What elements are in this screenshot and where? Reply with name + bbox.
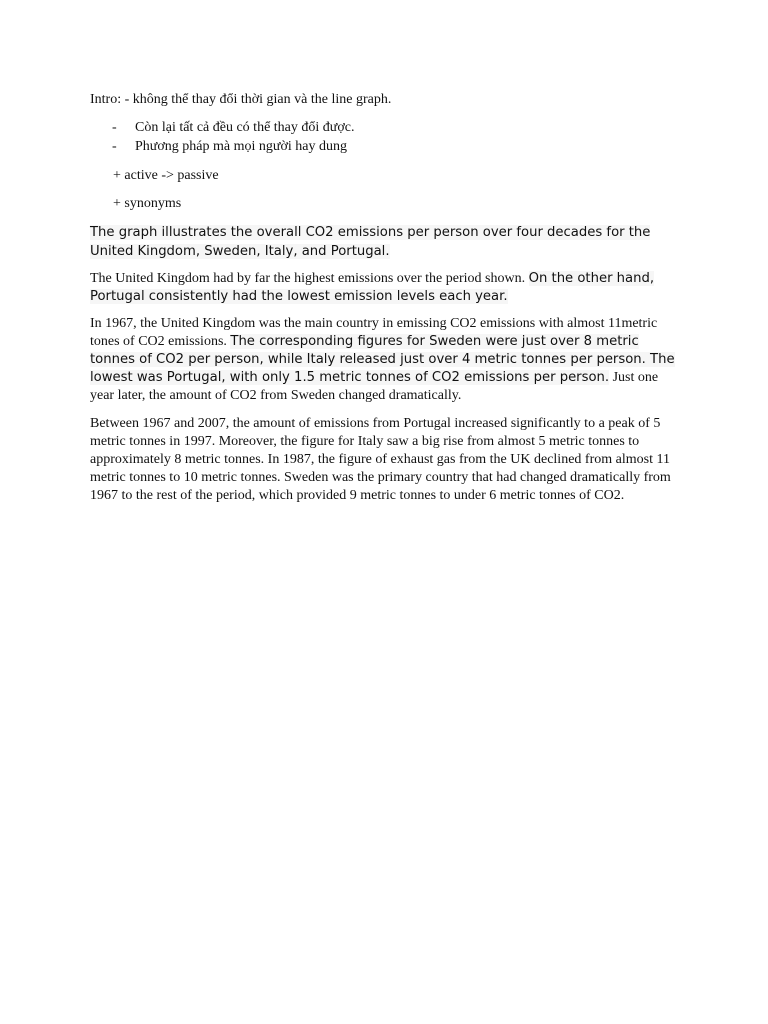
intro-line: Intro: - không thể thay đổi thời gian và the line graph. <box>90 92 392 107</box>
paragraph-text: In 1967, the United Kingdom was the main country in emissing CO2 emissions with almost 11metric tones of CO2 emissions. <box>90 316 658 349</box>
paragraph-text: Just one year later, the amount of CO2 from Sweden changed dramatically. <box>90 370 659 403</box>
paragraph-introduction <box>90 223 680 261</box>
bullet-dash: - <box>112 139 117 154</box>
bullet-text: Còn lại tất cả đều có thể thay đổi được. <box>135 120 355 135</box>
bullet-text: Phương pháp mà mọi người hay dung <box>135 139 347 154</box>
note-synonyms: + synonyms <box>113 196 182 211</box>
paragraph-text: The United Kingdom had by far the highest emissions over the period shown. <box>90 271 529 286</box>
document-body <box>90 91 680 505</box>
highlighted-text: On the other hand, Portugal consistently had the lowest emission levels each year. <box>90 271 655 304</box>
paragraph-details-1967 <box>90 315 680 405</box>
bullet-dash: - <box>112 120 117 135</box>
bullet-item <box>90 137 680 156</box>
note-active-passive: + active -> passive <box>113 168 219 183</box>
highlighted-text: The graph illustrates the overall CO2 emissions per person over four decades for the United Kingdom, Sweden, Italy, and Portugal. <box>90 225 651 259</box>
bullet-item <box>90 118 680 137</box>
paragraph-details-trends: Between 1967 and 2007, the amount of emissions from Portugal increased significantly to a peak of 5 metric tonnes in 1997. Moreover, the figure for Italy saw a big rise from almost 5 metric tonnes to approximately 8 metric tonnes. In 1987, the figure of exhaust gas from the UK declined from almost 11 metric tonnes to 10 metric tonnes. Sweden was the primary country that had changed dramatically from 1967 to the rest of the period, which provided 9 metric tonnes to under 6 metric tonnes of CO2. <box>90 416 671 503</box>
highlighted-text: The corresponding figures for Sweden were just over 8 metric tonnes of CO2 per person, while Italy released just over 4 metric tonnes per person. The lowest was Portugal, with only 1.5 metric tonnes of CO2 emissions per person. <box>90 334 675 385</box>
bullet-list <box>90 118 680 156</box>
paragraph-overview <box>90 270 680 306</box>
